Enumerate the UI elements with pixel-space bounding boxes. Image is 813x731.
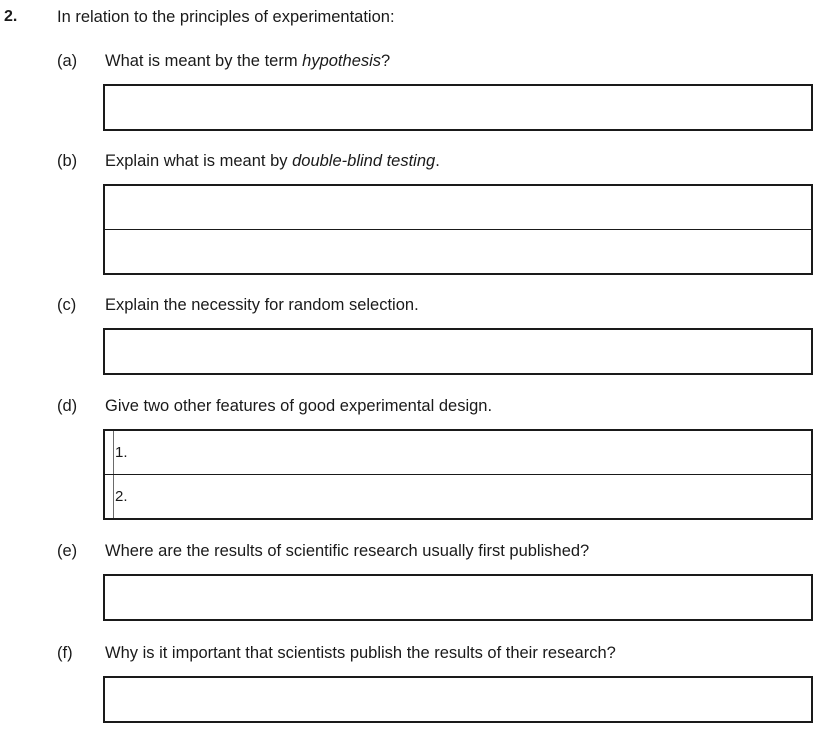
answer-row bbox=[105, 229, 811, 273]
answer-field-f[interactable] bbox=[105, 678, 811, 721]
part-c-letter: (c) bbox=[57, 296, 77, 314]
answer-field-d-2[interactable] bbox=[105, 475, 811, 518]
part-f-question: Why is it important that scientists publish the results of their research? bbox=[105, 644, 616, 662]
question-intro: In relation to the principles of experimentation: bbox=[57, 8, 395, 26]
answer-row bbox=[105, 678, 811, 721]
answer-field-a[interactable] bbox=[105, 86, 811, 129]
part-a-question bbox=[105, 52, 390, 71]
question-number: 2. bbox=[4, 8, 18, 25]
part-b-term: double-blind testing bbox=[292, 152, 436, 170]
answer-field-b-line-2[interactable] bbox=[105, 230, 811, 273]
row-number-2: 2. bbox=[115, 488, 128, 505]
part-d-letter: (d) bbox=[57, 397, 78, 415]
answer-field-d-1[interactable] bbox=[105, 431, 811, 474]
part-a-text-end: ? bbox=[381, 52, 391, 70]
answer-box-a bbox=[103, 84, 813, 131]
answer-box-f bbox=[103, 676, 813, 723]
answer-row bbox=[105, 330, 811, 373]
part-d-question: Give two other features of good experimental design. bbox=[105, 397, 493, 415]
part-a-text: What is meant by the term bbox=[105, 52, 303, 70]
part-e-letter: (e) bbox=[57, 542, 78, 560]
answer-row bbox=[105, 576, 811, 619]
answer-row bbox=[105, 474, 811, 518]
part-e-question: Where are the results of scientific research usually first published? bbox=[105, 542, 590, 560]
answer-box-d bbox=[103, 429, 813, 520]
part-b-letter: (b) bbox=[57, 152, 78, 170]
answer-field-c[interactable] bbox=[105, 330, 811, 373]
row-number-1: 1. bbox=[115, 444, 128, 461]
answer-box-b bbox=[103, 184, 813, 275]
part-a-term: hypothesis bbox=[302, 52, 382, 70]
part-f-letter: (f) bbox=[57, 644, 73, 662]
answer-field-b-line-1[interactable] bbox=[105, 186, 811, 229]
answer-row bbox=[105, 431, 811, 474]
answer-row bbox=[105, 186, 811, 229]
part-b-text: Explain what is meant by bbox=[105, 152, 293, 170]
answer-row bbox=[105, 86, 811, 129]
part-b-question bbox=[105, 152, 440, 171]
part-b-text-end: . bbox=[435, 152, 440, 170]
part-a-letter: (a) bbox=[57, 52, 78, 70]
answer-box-c bbox=[103, 328, 813, 375]
part-c-question: Explain the necessity for random selection. bbox=[105, 296, 419, 314]
answer-field-e[interactable] bbox=[105, 576, 811, 619]
answer-box-e bbox=[103, 574, 813, 621]
